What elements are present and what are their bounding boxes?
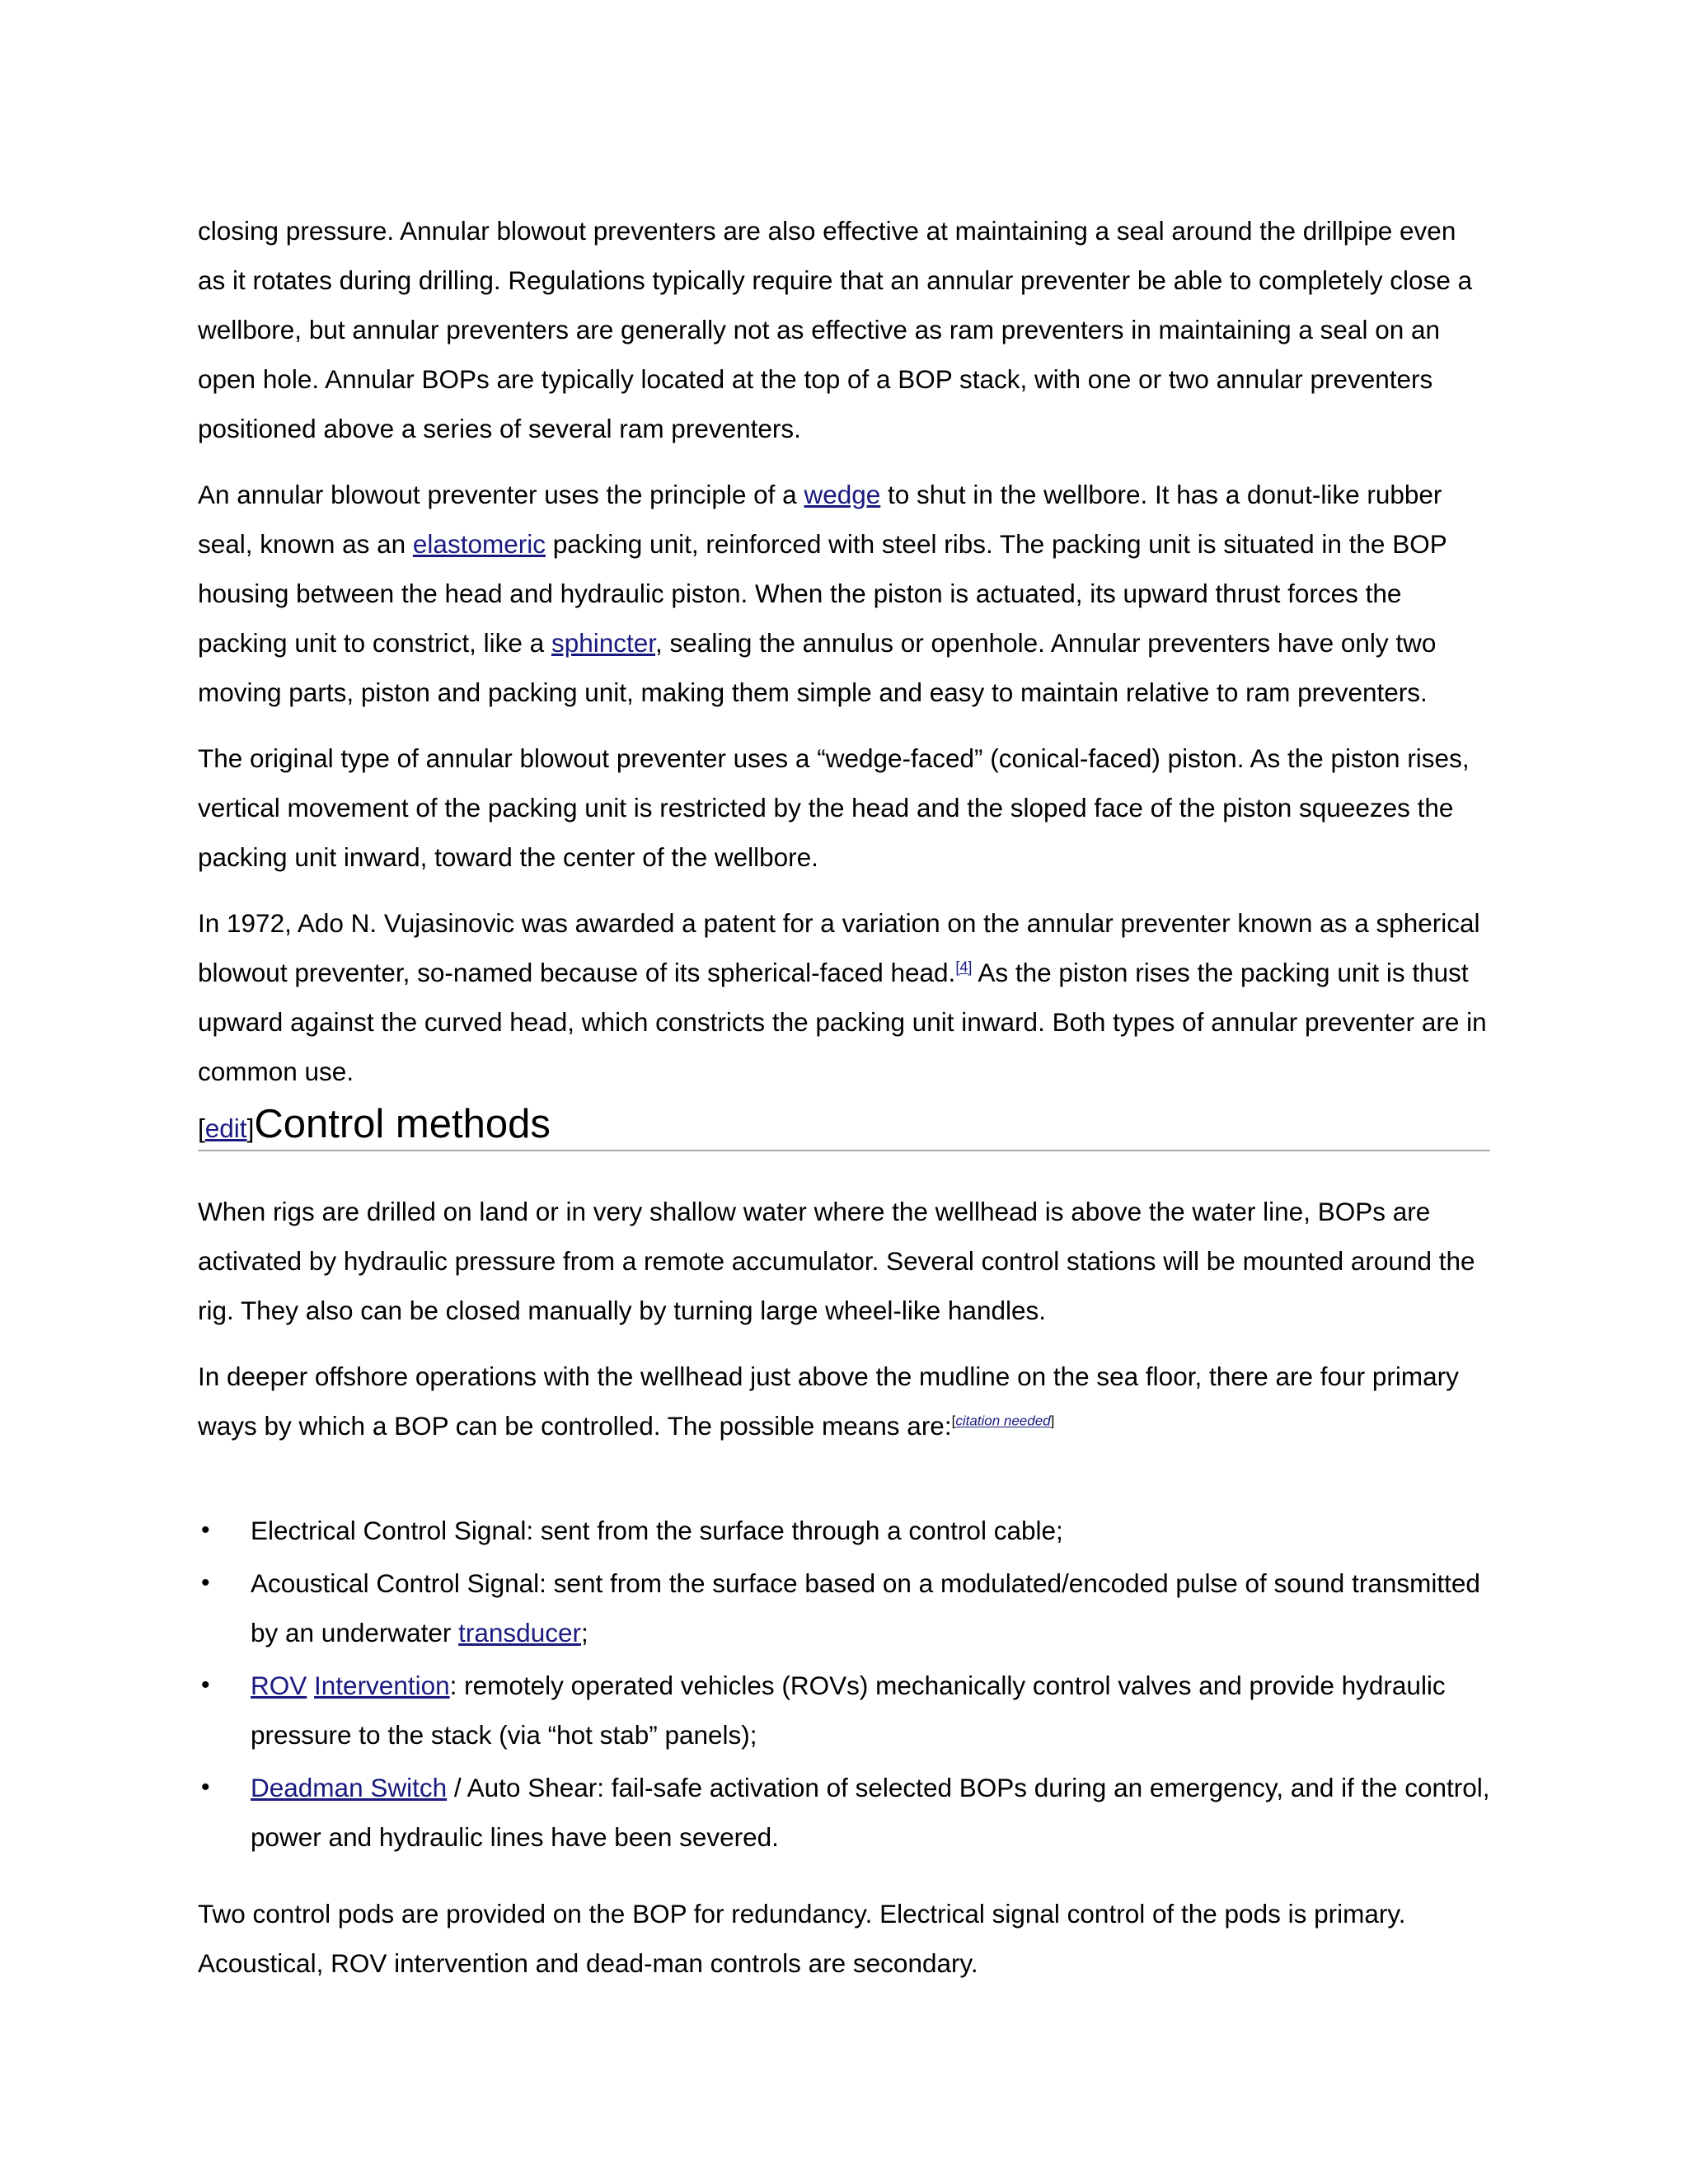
reference-link-4[interactable]: [4]: [955, 958, 973, 976]
list-item-rov: [198, 1661, 1490, 1760]
text-span: In 1972, Ado N. Vujasinovic was awarded a patent for a variation on the annular preventer known as a spherical blowout preventer, so-named because of its spherical-faced head.: [198, 908, 1480, 987]
bullet-icon: •: [201, 1516, 210, 1544]
link-rov[interactable]: ROV: [251, 1671, 307, 1700]
link-transducer[interactable]: transducer: [458, 1618, 581, 1647]
edit-bracket-close: ]: [246, 1113, 255, 1143]
list-item-text: Acoustical Control Signal: sent from the surface based on a modulated/encoded pulse of sound transmitted by an underwater: [251, 1568, 1480, 1647]
paragraph-offshore-control: [198, 1352, 1490, 1451]
link-deadman-switch[interactable]: Deadman Switch: [251, 1773, 448, 1802]
list-item-text: / Auto Shear: fail-safe activation of selected BOPs during an emergency, and if the control, power and hydraulic lines have been severed.: [251, 1773, 1490, 1852]
bullet-icon: •: [201, 1671, 210, 1699]
text-span: packing unit, reinforced with steel ribs. The packing unit is situated in the BOP housing between the head and hydraulic piston. When the piston is actuated, its upward thrust forces the packing unit to constrict, like a: [198, 529, 1447, 658]
link-wedge[interactable]: wedge: [804, 480, 881, 509]
section-heading-control-methods: [198, 1100, 1490, 1151]
text-span: In deeper offshore operations with the wellhead just above the mudline on the sea floor, there are four primary ways by which a BOP can be controlled. The possible means are:: [198, 1361, 1459, 1441]
list-item-text: : remotely operated vehicles (ROVs) mechanically control valves and provide hydraulic pressure to the stack (via “hot stab” panels);: [251, 1671, 1446, 1750]
text-span: An annular blowout preventer uses the principle of a: [198, 480, 804, 509]
list-item-electrical: [198, 1506, 1490, 1555]
link-intervention[interactable]: Intervention: [314, 1671, 450, 1700]
text-span: to shut in the wellbore. It has a donut-like rubber seal, known as an: [198, 480, 1442, 559]
text-span: As the piston rises the packing unit is thust upward against the curved head, which constricts the packing unit inward. Both types of annular preventer are in common use.: [198, 958, 1487, 1086]
link-sphincter[interactable]: sphincter: [551, 628, 656, 658]
bullet-icon: •: [201, 1774, 210, 1801]
cite-bracket-close: ]: [1050, 1413, 1055, 1429]
list-item-text: Electrical Control Signal: sent from the surface through a control cable;: [251, 1516, 1063, 1545]
paragraph-spherical-bop: [198, 898, 1490, 1096]
edit-section-link[interactable]: edit: [204, 1113, 247, 1143]
list-item-text: ;: [580, 1618, 588, 1647]
citation-needed-superscript: [952, 1413, 1055, 1429]
edit-bracket: [198, 1113, 254, 1143]
cite-bracket-open: [: [951, 1413, 956, 1429]
link-elastomeric[interactable]: elastomeric: [412, 529, 546, 559]
citation-needed-link[interactable]: citation needed: [955, 1413, 1051, 1429]
text-span: , sealing the annulus or openhole. Annular preventers have only two moving parts, piston and packing unit, making them simple and easy to maintain relative to ram preventers.: [198, 628, 1437, 707]
list-item-acoustical: [198, 1558, 1490, 1657]
paragraph-annular-principle: [198, 470, 1490, 717]
section-title: Control methods: [254, 1102, 551, 1146]
paragraph-annular-seal: closing pressure. Annular blowout preventers are also effective at maintaining a seal around the drillpipe even as it rotates during drilling. Regulations typically require that an annular preventer be able to completely close a wellbore, but annular preventers are generally not as effective as ram preventers in maintaining a seal on an open hole. Annular BOPs are typically located at the top of a BOP stack, with one or two annular preventers positioned above a series of several ram preventers.: [198, 216, 1473, 443]
edit-bracket-open: [: [198, 1113, 205, 1143]
bullet-icon: •: [201, 1569, 210, 1596]
paragraph-control-pods: Two control pods are provided on the BOP for redundancy. Electrical signal control of the pods is primary. Acoustical, ROV intervention and dead-man controls are secondary.: [198, 1899, 1406, 1978]
paragraph-land-rigs: When rigs are drilled on land or in very shallow water where the wellhead is above the water line, BOPs are activated by hydraulic pressure from a remote accumulator. Several control stations will be mounted around the rig. They also can be closed manually by turning large wheel-like handles.: [198, 1197, 1475, 1325]
reference-superscript: [955, 959, 972, 976]
paragraph-wedge-faced-piston: The original type of annular blowout preventer uses a “wedge-faced” (conical-faced) piston. As the piston rises, vertical movement of the packing unit is restricted by the head and the sloped face of the piston squeezes the packing unit inward, toward the center of the wellbore.: [198, 743, 1470, 872]
control-means-list: [198, 1506, 1490, 1865]
list-item-deadman: [198, 1763, 1490, 1862]
